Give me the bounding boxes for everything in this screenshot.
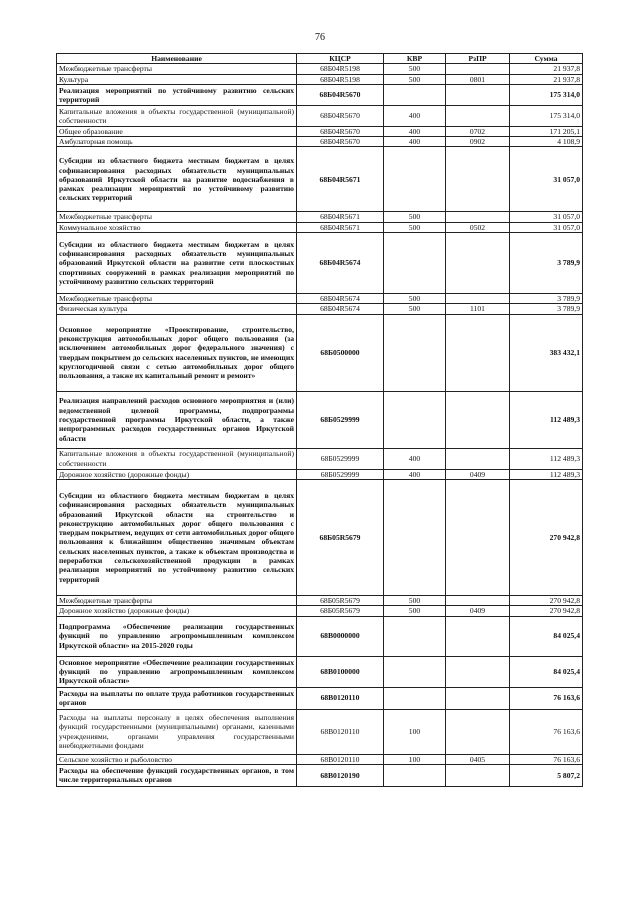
table-row (57, 212, 583, 222)
row-name: Основное мероприятие «Проектирование, строительство, реконструкция автомобильных дорог общего пользования (за исключением автомобильных дорог федерального значения) с твердым покрытием до сельских населенных пунктов, не имеющих круглогодичной связи с сетью автомобильных дорог общего пользования, а также их капитальный ремонт и ремонт» (57, 314, 297, 391)
header-name: Наименование (57, 54, 297, 64)
row-kcsr: 68Б0529999 (297, 469, 384, 479)
row-kcsr: 68Б04R5674 (297, 233, 384, 294)
row-sum: 383 432,1 (510, 314, 583, 391)
row-kvr (384, 687, 446, 709)
row-name: Реализация мероприятий по устойчивому развитию сельских территорий (57, 84, 297, 105)
row-kvr: 100 (384, 709, 446, 754)
row-kcsr: 68В0100000 (297, 656, 384, 687)
row-kvr: 400 (384, 448, 446, 469)
budget-table (56, 53, 583, 787)
row-name: Межбюджетные трансферты (57, 595, 297, 605)
row-kvr (384, 656, 446, 687)
row-rzpr (446, 64, 510, 74)
row-sum: 3 789,9 (510, 294, 583, 304)
row-kcsr: 68Б04R5671 (297, 212, 384, 222)
table-row (57, 74, 583, 84)
row-sum: 112 489,3 (510, 448, 583, 469)
row-kvr: 500 (384, 64, 446, 74)
row-rzpr (446, 709, 510, 754)
row-kvr (384, 616, 446, 656)
row-name: Дорожное хозяйство (дорожные фонды) (57, 469, 297, 479)
row-kvr (384, 764, 446, 786)
row-sum: 84 025,4 (510, 616, 583, 656)
row-name: Капитальные вложения в объекты государственной (муниципальной) собственности (57, 448, 297, 469)
row-kcsr: 68В0000000 (297, 616, 384, 656)
row-kcsr: 68Б04R5670 (297, 105, 384, 126)
row-name: Субсидии из областного бюджета местным бюджетам в целях софинансирования расходных обязательств муниципальных образований Иркутской области на развитие сети плоскостных спортивных сооружений в рамках реализации мероприятий по устойчивому развитию сельских территорий (57, 233, 297, 294)
row-sum: 112 489,3 (510, 469, 583, 479)
table-row (57, 314, 583, 391)
row-kcsr: 68Б05R5679 (297, 606, 384, 616)
row-sum: 5 807,2 (510, 764, 583, 786)
row-rzpr (446, 147, 510, 212)
row-kvr (384, 84, 446, 105)
row-rzpr (446, 764, 510, 786)
row-kvr (384, 314, 446, 391)
row-rzpr (446, 84, 510, 105)
row-kcsr: 68Б04R5198 (297, 74, 384, 84)
row-rzpr: 1101 (446, 304, 510, 314)
row-name: Основное мероприятие «Обеспечение реализации государственных функций по управлению агропромышленным комплексом Иркутской области» (57, 656, 297, 687)
table-row (57, 709, 583, 754)
row-rzpr: 0502 (446, 222, 510, 232)
row-name: Культура (57, 74, 297, 84)
row-rzpr (446, 233, 510, 294)
row-name: Расходы на выплаты по оплате труда работников государственных органов (57, 687, 297, 709)
row-kcsr: 68Б04R5670 (297, 84, 384, 105)
table-row (57, 391, 583, 448)
row-sum: 3 789,9 (510, 304, 583, 314)
row-sum: 270 942,8 (510, 479, 583, 595)
row-sum: 31 057,0 (510, 222, 583, 232)
row-rzpr (446, 448, 510, 469)
table-row (57, 606, 583, 616)
row-kvr: 400 (384, 105, 446, 126)
row-kvr: 500 (384, 212, 446, 222)
row-rzpr: 0702 (446, 126, 510, 136)
row-kvr: 500 (384, 304, 446, 314)
row-sum: 171 205,1 (510, 126, 583, 136)
table-row (57, 754, 583, 764)
row-sum: 270 942,8 (510, 606, 583, 616)
row-kvr: 400 (384, 126, 446, 136)
row-kcsr: 68В0120110 (297, 687, 384, 709)
row-name: Физическая культура (57, 304, 297, 314)
row-kvr: 500 (384, 222, 446, 232)
table-row (57, 222, 583, 232)
row-name: Коммунальное хозяйство (57, 222, 297, 232)
table-row (57, 147, 583, 212)
row-name: Капитальные вложения в объекты государственной (муниципальной) собственности (57, 105, 297, 126)
table-row (57, 105, 583, 126)
table-row (57, 616, 583, 656)
row-kvr: 500 (384, 74, 446, 84)
row-rzpr (446, 656, 510, 687)
row-kcsr: 68Б04R5674 (297, 304, 384, 314)
row-kcsr: 68В0120190 (297, 764, 384, 786)
row-rzpr (446, 479, 510, 595)
table-row (57, 469, 583, 479)
row-rzpr (446, 212, 510, 222)
row-sum: 175 314,0 (510, 84, 583, 105)
table-row (57, 687, 583, 709)
table-row (57, 64, 583, 74)
table-row (57, 304, 583, 314)
row-kcsr: 68Б05R5679 (297, 479, 384, 595)
row-name: Сельское хозяйство и рыболовство (57, 754, 297, 764)
row-sum: 76 163,6 (510, 709, 583, 754)
header-kcsr: КЦСР (297, 54, 384, 64)
row-kcsr: 68Б04R5670 (297, 137, 384, 147)
table-row (57, 84, 583, 105)
row-kcsr: 68Б04R5198 (297, 64, 384, 74)
table-header-row (57, 54, 583, 64)
row-name: Межбюджетные трансферты (57, 294, 297, 304)
page-number: 76 (315, 32, 325, 43)
row-sum: 76 163,6 (510, 754, 583, 764)
row-name: Межбюджетные трансферты (57, 64, 297, 74)
row-rzpr: 0902 (446, 137, 510, 147)
table-row (57, 294, 583, 304)
row-sum: 175 314,0 (510, 105, 583, 126)
row-sum: 3 789,9 (510, 233, 583, 294)
row-sum: 31 057,0 (510, 147, 583, 212)
row-kcsr: 68Б0500000 (297, 314, 384, 391)
row-sum: 76 163,6 (510, 687, 583, 709)
row-name: Межбюджетные трансферты (57, 212, 297, 222)
row-rzpr: 0409 (446, 606, 510, 616)
table-row (57, 656, 583, 687)
row-name: Реализация направлений расходов основного мероприятия и (или) ведомственной целевой программы, подпрограммы государственной программы Иркутской области, а также непрограммных расходов государственных органов Иркутской области (57, 391, 297, 448)
row-name: Субсидии из областного бюджета местным бюджетам в целях софинансирования расходных обязательств муниципальных образований Иркутской области на развитие водоснабжения в рамках реализации мероприятий по устойчивому развитию сельских территорий (57, 147, 297, 212)
row-rzpr: 0801 (446, 74, 510, 84)
row-kcsr: 68Б04R5670 (297, 126, 384, 136)
row-rzpr (446, 687, 510, 709)
row-name: Субсидии из областного бюджета местным бюджетам в целях софинансирования расходных обязательств муниципальных образований Иркутской области на строительство и реконструкцию автомобильных дорог общего пользования с твердым покрытием, ведущих от сети автомобильных дорог общего пользования к ближайшим общественно значимым объектам сельских населенных пунктов, а также к объектам производства и переработки сельскохозяйственной продукции в рамках реализации мероприятий по устойчивому развитию сельских территорий (57, 479, 297, 595)
row-sum: 4 108,9 (510, 137, 583, 147)
row-kcsr: 68Б04R5671 (297, 222, 384, 232)
table-row (57, 764, 583, 786)
row-kcsr: 68Б0529999 (297, 448, 384, 469)
row-kvr: 500 (384, 294, 446, 304)
row-rzpr: 0409 (446, 469, 510, 479)
row-rzpr (446, 391, 510, 448)
row-kvr (384, 147, 446, 212)
row-sum: 84 025,4 (510, 656, 583, 687)
row-rzpr (446, 105, 510, 126)
row-rzpr (446, 314, 510, 391)
table-row (57, 137, 583, 147)
row-kvr: 400 (384, 137, 446, 147)
row-kvr (384, 391, 446, 448)
row-rzpr (446, 294, 510, 304)
row-rzpr (446, 616, 510, 656)
row-name: Дорожное хозяйство (дорожные фонды) (57, 606, 297, 616)
row-kvr (384, 479, 446, 595)
row-kcsr: 68В0120110 (297, 709, 384, 754)
row-name: Расходы на выплаты персоналу в целях обеспечения выполнения функций государственными (муниципальными) органами, казенными учреждениями, органами управления государственными внебюджетными фондами (57, 709, 297, 754)
row-kcsr: 68Б0529999 (297, 391, 384, 448)
table-row (57, 126, 583, 136)
row-kcsr: 68Б04R5671 (297, 147, 384, 212)
table-row (57, 595, 583, 605)
row-kvr: 500 (384, 595, 446, 605)
row-kcsr: 68Б05R5679 (297, 595, 384, 605)
header-kvr: КВР (384, 54, 446, 64)
row-sum: 21 937,8 (510, 74, 583, 84)
table-row (57, 448, 583, 469)
table-row (57, 233, 583, 294)
row-rzpr (446, 595, 510, 605)
row-sum: 270 942,8 (510, 595, 583, 605)
row-kvr: 400 (384, 469, 446, 479)
row-name: Общее образование (57, 126, 297, 136)
table-row (57, 479, 583, 595)
row-kcsr: 68В0120110 (297, 754, 384, 764)
row-sum: 21 937,8 (510, 64, 583, 74)
row-kvr: 100 (384, 754, 446, 764)
row-name: Амбулаторная помощь (57, 137, 297, 147)
row-sum: 31 057,0 (510, 212, 583, 222)
row-name: Расходы на обеспечение функций государственных органов, в том числе территориальных органов (57, 764, 297, 786)
row-kcsr: 68Б04R5674 (297, 294, 384, 304)
row-kvr (384, 233, 446, 294)
row-sum: 112 489,3 (510, 391, 583, 448)
row-rzpr: 0405 (446, 754, 510, 764)
row-kvr: 500 (384, 606, 446, 616)
row-name: Подпрограмма «Обеспечение реализации государственных функций по управлению агропромышленным комплексом Иркутской области» на 2015-2020 годы (57, 616, 297, 656)
header-rzpr: РзПР (446, 54, 510, 64)
header-sum: Сумма (510, 54, 583, 64)
